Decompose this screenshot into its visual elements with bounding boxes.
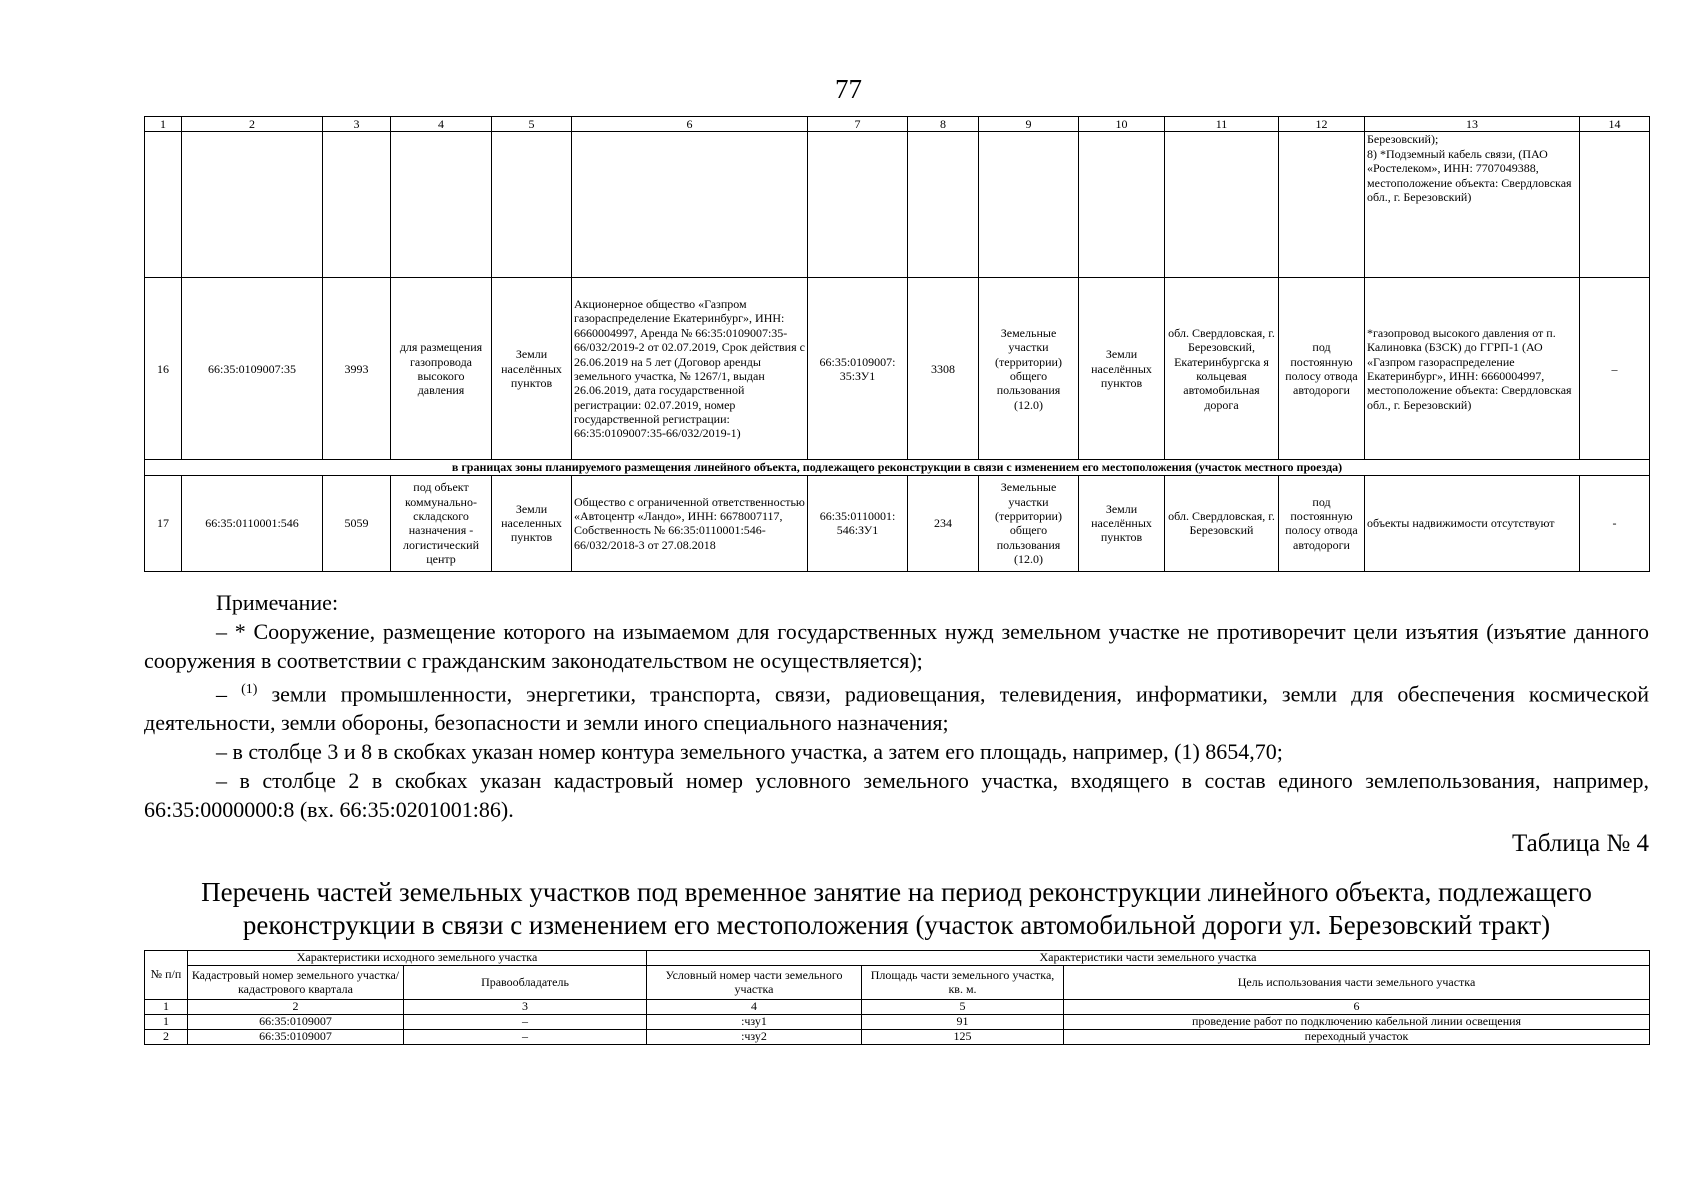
table-row [145, 278, 1650, 460]
cadastral-number: 66:35:0109007 [188, 1015, 404, 1030]
location: обл. Свердловская, г. Березовский [1165, 475, 1279, 571]
col-num: 10 [1079, 117, 1165, 132]
note-3: – в столбце 3 и 8 в скобках указан номер контура земельного участка, а затем его площадь, например, (1) 8654,70; [216, 739, 1283, 765]
col-num: 12 [1279, 117, 1365, 132]
row-number: 2 [145, 1030, 188, 1045]
col14-cell: - [1580, 475, 1650, 571]
column-numbers-row [145, 1000, 1650, 1015]
goal: под постоянную полосу отвода автодороги [1279, 475, 1365, 571]
conditional-number: 66:35:0110001: 546:ЗУ1 [808, 475, 908, 571]
notes [144, 588, 1649, 824]
col-num: 6 [572, 117, 808, 132]
header-group-source: Характеристики исходного земельного участка [188, 951, 647, 966]
conditional-number: :чзу2 [647, 1030, 862, 1045]
objects-cell: объекты надвижимости отсутствуют [1365, 475, 1580, 571]
land-category: Земли населенных пунктов [492, 475, 572, 571]
area: 5059 [323, 475, 391, 571]
col-num: 1 [145, 117, 182, 132]
section-row [145, 460, 1650, 475]
notes-title: Примечание: [216, 590, 339, 615]
use-type: Земельные участки (территории) общего пользования (12.0) [979, 278, 1079, 460]
conditional-category: Земли населённых пунктов [1079, 475, 1165, 571]
conditional-category: Земли населённых пунктов [1079, 278, 1165, 460]
use-type: Земельные участки (территории) общего пользования (12.0) [979, 475, 1079, 571]
table-label: Таблица № 4 [1511, 830, 1649, 857]
goal: переходный участок [1064, 1030, 1650, 1045]
goal: проведение работ по подключению кабельной линии освещения [1064, 1015, 1650, 1030]
column-numbers-row [145, 117, 1650, 132]
objects-cell: Березовский); 8) *Подземный кабель связи, (ПАО «Ростелеком», ИНН: 7707049388, местоположение объекта: Свердловская обл., г. Березовский) [1365, 132, 1580, 278]
temporary-use-table [144, 950, 1650, 1045]
land-category: Земли населённых пунктов [492, 278, 572, 460]
row-number: 1 [145, 1015, 188, 1030]
header-goal: Цель использования части земельного участка [1064, 966, 1650, 1000]
row-number: 16 [145, 278, 182, 460]
col-num: 9 [979, 117, 1079, 132]
conditional-number: 66:35:0109007: 35:ЗУ1 [808, 278, 908, 460]
col-num: 3 [323, 117, 391, 132]
cadastral-number: 66:35:0109007:35 [182, 278, 323, 460]
col-num: 14 [1580, 117, 1650, 132]
col-num: 6 [1064, 1000, 1650, 1015]
col-num: 1 [145, 1000, 188, 1015]
col-num: 2 [182, 117, 323, 132]
header-conditional-number: Условный номер части земельного участка [647, 966, 862, 1000]
table-row [145, 1015, 1650, 1030]
area: 91 [862, 1015, 1064, 1030]
header-owner: Правообладатель [404, 966, 647, 1000]
rights-holder: Акционерное общество «Газпром газораспределение Екатеринбург», ИНН: 6660004997, Аренда № 66:35:0109007:35-66/032/2019-2 от 02.07.2019, Срок действия с 26.06.2019 на 5 лет (Договор аренды земельного участка, № 1267/1, выдан 26.06.2019, дата государственной регистрации: 02.07.2019, номер государственной регистрации: 66:35:0109007:35-66/032/2019-1) [572, 278, 808, 460]
permitted-use: для размещения газопровода высокого давления [391, 278, 492, 460]
continuation-row [145, 132, 1650, 278]
land-plots-table [144, 116, 1650, 572]
table-row [145, 1030, 1650, 1045]
col-num: 5 [492, 117, 572, 132]
conditional-number: :чзу1 [647, 1015, 862, 1030]
col-num: 2 [188, 1000, 404, 1015]
section-title: в границах зоны планируемого размещения линейного объекта, подлежащего реконструкции в связи с изменением его местоположения (участок местного проезда) [145, 460, 1650, 475]
col-num: 13 [1365, 117, 1580, 132]
note-1: – * Сооружение, размещение которого на изымаемом для государственных нужд земельном участке не противоречит цели изъятия (изъятие данного сооружения в соответствии с гражданским законодательством не осуществляется); [144, 619, 1649, 673]
note-4: – в столбце 2 в скобках указан кадастровый номер условного земельного участка, входящего в состав единого землепользования, например, 66:35:0000000:8 (вх. 66:35:0201001:86). [144, 768, 1649, 823]
area: 125 [862, 1030, 1064, 1045]
col-num: 3 [404, 1000, 647, 1015]
col-num: 4 [391, 117, 492, 132]
note-2: – $^{(1)}$ земли промышленности, энергетики, транспорта, связи, радиовещания, телевидения, информатики, земли для обеспечения космической деятельности, земли обороны, безопасности и земли иного специального назначения; [144, 681, 1650, 736]
owner: – [404, 1030, 647, 1045]
row-number: 17 [145, 475, 182, 571]
table-row [145, 475, 1650, 571]
col-num: 5 [862, 1000, 1064, 1015]
header-group-part: Характеристики части земельного участка [647, 951, 1650, 966]
table-caption: Перечень частей земельных участков под временное занятие на период реконструкции линейного объекта, подлежащего реконструкции в связи с изменением его местоположения (участок автомобильной дороги ул. Березовский тракт) [201, 877, 1592, 940]
owner: – [404, 1015, 647, 1030]
cadastral-number: 66:35:0109007 [188, 1030, 404, 1045]
area: 3993 [323, 278, 391, 460]
header-no: № п/п [145, 951, 188, 1000]
objects-cell: *газопровод высокого давления от п. Калиновка (БЗСК) до ГГРП-1 (АО «Газпром газораспределение Екатеринбург», ИНН: 6660004997, местоположение объекта: Свердловская обл., г. Березовский) [1365, 278, 1580, 460]
page-number: 77 [835, 74, 862, 104]
col-num: 7 [808, 117, 908, 132]
conditional-area: 3308 [908, 278, 979, 460]
col14-cell: – [1580, 278, 1650, 460]
header-area: Площадь части земельного участка, кв. м. [862, 966, 1064, 1000]
cadastral-number: 66:35:0110001:546 [182, 475, 323, 571]
col-num: 8 [908, 117, 979, 132]
conditional-area: 234 [908, 475, 979, 571]
permitted-use: под объект коммунально-складского назначения - логистический центр [391, 475, 492, 571]
location: обл. Свердловская, г. Березовский, Екатеринбургска я кольцевая автомобильная дорога [1165, 278, 1279, 460]
rights-holder: Общество с ограниченной ответственностью «Автоцентр «Ландо», ИНН: 6678007117, Собственность № 66:35:0110001:546-66/032/2018-3 от 27.08.2018 [572, 475, 808, 571]
col-num: 11 [1165, 117, 1279, 132]
goal: под постоянную полосу отвода автодороги [1279, 278, 1365, 460]
col-num: 4 [647, 1000, 862, 1015]
header-cadastral: Кадастровый номер земельного участка/кадастрового квартала [188, 966, 404, 1000]
